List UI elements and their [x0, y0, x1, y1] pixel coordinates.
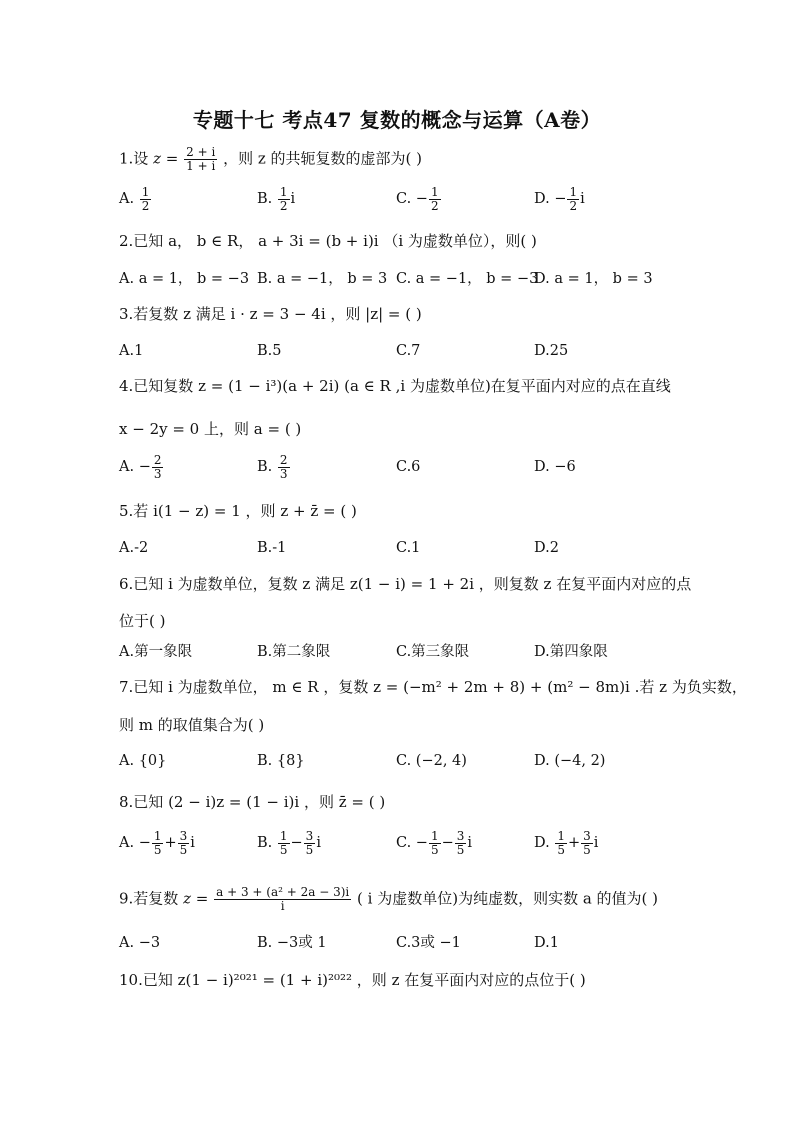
question-8-options	[119, 828, 759, 858]
option-d[interactable]: D. a = 1， b = 3	[534, 271, 653, 287]
option-b[interactable]: B. $\frac{2}{3}$	[257, 452, 288, 481]
question-7-options	[119, 746, 759, 776]
option-b[interactable]: B. $\frac{1}{2}$ i	[257, 184, 296, 213]
option-a[interactable]: A. −3	[119, 935, 161, 951]
option-a[interactable]: A. {0}	[119, 753, 167, 769]
option-c[interactable]: C.3或 −1	[396, 935, 461, 951]
question-9-fraction: $\frac{\text{a + 3 + (a² + 2a − 3)i}}{i}$	[216, 885, 350, 913]
question-5-options	[119, 533, 759, 563]
option-d[interactable]: D. $\frac{1}{5}$ + $\frac{3}{5}$ i	[534, 828, 599, 857]
question-7-stem-line2: 则 m 的取值集合为( )	[119, 716, 265, 734]
question-7-stem-line1: 7.已知 i 为虚数单位， m ∈ R ，复数 z = (−m² + 2m + 8) + (m² − 8m)i .若 z 为负实数，	[119, 678, 747, 696]
question-2-options	[119, 264, 759, 294]
question-10-stem: 10.已知 z(1 − i)²⁰²¹ = (1 + i)²⁰²² ，则 z 在复平面内对应的点位于( )	[119, 971, 586, 989]
option-c[interactable]: C. − $\frac{1}{5}$ − $\frac{3}{5}$ i	[396, 828, 473, 857]
option-b[interactable]: B. {8}	[257, 753, 305, 769]
option-a[interactable]: A. − $\frac{2}{3}$	[119, 452, 162, 481]
option-b[interactable]: B.第二象限	[257, 644, 331, 660]
question-6-options	[119, 637, 759, 667]
option-d[interactable]: D.25	[534, 343, 569, 359]
option-a[interactable]: A.-2	[119, 540, 149, 556]
question-4-options	[119, 452, 759, 482]
option-c[interactable]: C.1	[396, 540, 421, 556]
option-c[interactable]: C.7	[396, 343, 421, 359]
question-4-stem-line2: x − 2y = 0 上，则 a = ( )	[119, 420, 302, 438]
option-c[interactable]: C. a = −1， b = −3	[396, 271, 539, 287]
option-d[interactable]: D.1	[534, 935, 559, 951]
question-1-options	[119, 184, 759, 214]
option-a[interactable]: A.1	[119, 343, 144, 359]
option-c[interactable]: C. (−2, 4)	[396, 753, 467, 769]
option-c[interactable]: C. − $\frac{1}{2}$	[396, 184, 439, 213]
question-8-stem: 8.已知 (2 − i)z = (1 − i)i ，则 z̄ = ( )	[119, 793, 386, 811]
option-b[interactable]: B.5	[257, 343, 282, 359]
option-b[interactable]: B.-1	[257, 540, 287, 556]
option-a[interactable]: A. a = 1， b = −3	[119, 271, 250, 287]
option-d[interactable]: D. −6	[534, 459, 576, 475]
option-c[interactable]: C.第三象限	[396, 644, 470, 660]
question-6-stem-line1: 6.已知 i 为虚数单位，复数 z 满足 z(1 − i) = 1 + 2i ，则复数 z 在复平面内对应的点	[119, 575, 692, 593]
question-4-stem-line1: 4.已知复数 z = (1 − i³)(a + 2i) (a ∈ R ,i 为虚数单位)在复平面内对应的点在直线	[119, 377, 671, 395]
option-c[interactable]: C.6	[396, 459, 421, 475]
question-3-options	[119, 336, 759, 366]
option-a[interactable]: A. $\frac{1}{2}$	[119, 184, 150, 213]
question-5-stem: 5.若 i(1 − z) = 1 ，则 z + z̄ = ( )	[119, 502, 357, 520]
option-a[interactable]: A. − $\frac{1}{5}$ + $\frac{3}{5}$ i	[119, 828, 195, 857]
question-9-options	[119, 928, 759, 958]
option-d[interactable]: D. − $\frac{1}{2}$ i	[534, 184, 585, 213]
question-9-stem: 9.若复数 z = $\frac{\text{a + 3 + (a² + 2a − 3)i}}{i}$ ( i 为虚数单位)为纯虚数，则实数 a 的值为( )	[119, 885, 659, 913]
option-d[interactable]: D. (−4, 2)	[534, 753, 606, 769]
option-b[interactable]: B. −3或 1	[257, 935, 327, 951]
page-title: 专题十七 考点47 复数的概念与运算（A卷）	[192, 108, 602, 132]
question-3-stem: 3.若复数 z 满足 i · z = 3 − 4i ，则 |z| = ( )	[119, 305, 422, 323]
option-b[interactable]: B. a = −1， b = 3	[257, 271, 388, 287]
question-2-stem: 2.已知 a， b ∈ R， a + 3i = (b + i)i （i 为虚数单位），则( )	[119, 232, 537, 250]
option-d[interactable]: D.第四象限	[534, 644, 608, 660]
question-1-fraction: $\frac{2 + i}{1 + i}$	[186, 145, 216, 173]
option-a[interactable]: A.第一象限	[119, 644, 193, 660]
option-d[interactable]: D.2	[534, 540, 559, 556]
question-1-stem: 1.设 z = $\frac{2 + i}{1 + i}$ ，则 z 的共轭复数的虚部为( )	[119, 145, 422, 173]
option-b[interactable]: B. $\frac{1}{5}$ − $\frac{3}{5}$ i	[257, 828, 321, 857]
question-6-stem-line2: 位于( )	[119, 612, 166, 630]
